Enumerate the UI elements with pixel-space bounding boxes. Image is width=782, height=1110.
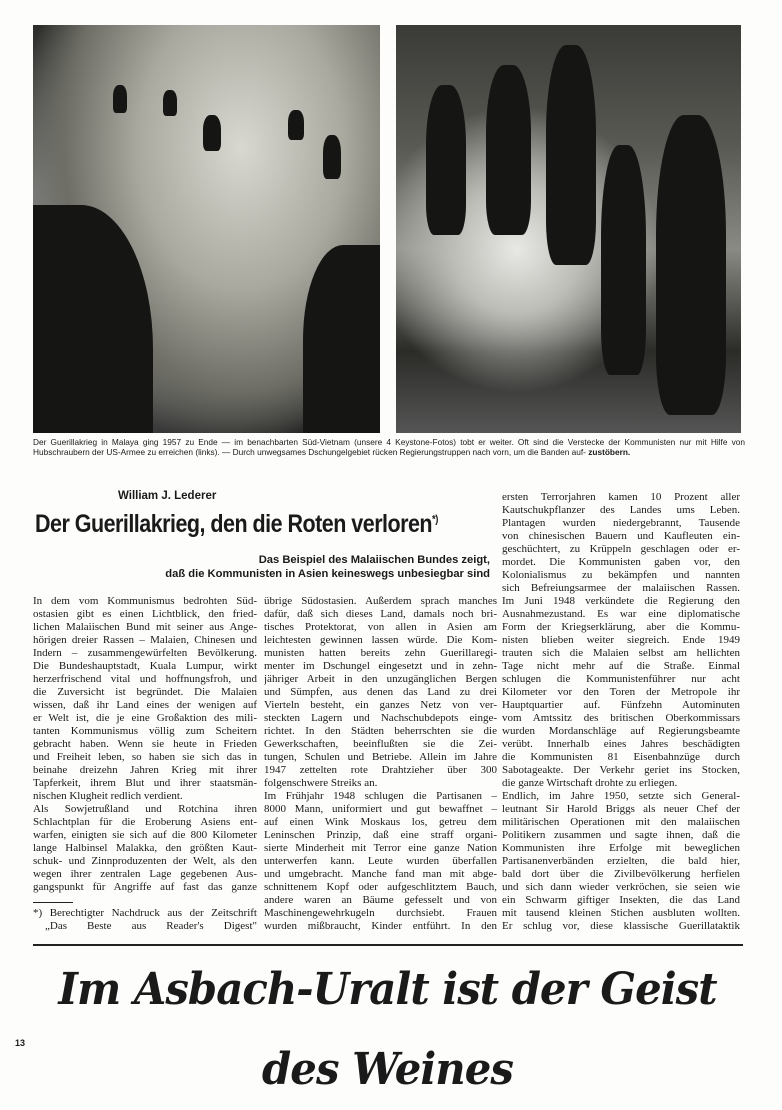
text-line: übrige Südostasien. Außerdem sprach manches	[264, 595, 497, 607]
text-line: von chinesischen Bauern und Kaufleuten ein-	[502, 530, 740, 542]
text-line: munisten hatten bereits zehn Guerillaregi-	[264, 647, 497, 659]
text-line: herzerfrischend vital und hoffnungsfroh, und	[33, 673, 257, 685]
asbach-advertisement: Im Asbach-Uralt ist der Geist des Weines	[58, 964, 717, 1095]
soldier-figure	[426, 85, 466, 235]
text-line: Er schlug vor, diese klassische Guerillataktik	[502, 920, 740, 932]
subtitle-line: Das Beispiel des Malaiischen Bundes zeigt,	[258, 554, 490, 566]
text-line: wurden Mordanschläge auf Regierungsbeamte	[502, 725, 740, 737]
text-line: folgenschwere Streiks an.	[264, 777, 378, 789]
text-line: die Zuversicht ist begründet. Die Malaien	[33, 686, 257, 698]
text-line: gebracht haben. Wenn sie heute in Frieden	[33, 738, 257, 750]
text-line: Ausnahmezustand. Es war eine diplomatische	[502, 608, 740, 620]
photo-jungle-river-troops	[396, 25, 741, 433]
footnote-line: „Das Beste aus Reader's Digest"	[45, 920, 257, 932]
text-line: steckten Lagern und Nachschubdepots einge-	[264, 712, 497, 724]
text-line: mordet. Die Kommunisten gaben vor, den	[502, 556, 740, 568]
text-line: warfen, einigten sie sich auf die 800 Kilometer	[33, 829, 257, 841]
text-column-2	[264, 595, 497, 933]
text-line: sich Befreiungsarmee der malaiischen Rassen.	[502, 582, 740, 594]
text-line: Plantagen wurden niedergebrannt, Tausende	[502, 517, 740, 529]
text-line: andere waren an Bäume gefesselt und von	[264, 894, 497, 906]
text-line: Leninschen Prinzip, daß eine straff organi-	[264, 829, 497, 841]
text-line: und Freiheit leben, so haben sie sich das in	[33, 751, 257, 763]
text-line: Schlachtplan für die Eroberung Asiens ent-	[33, 816, 257, 828]
text-line: Sabotageakte. Der Verkehr geriet ins Stocken,	[502, 764, 740, 776]
text-line: 8000 Mann, uniformiert und gut bewaffnet –	[264, 803, 497, 815]
caption-text: Der Guerillakrieg in Malaya ging 1957 zu Ende — im benachbarten Süd-Vietnam (unsere 4 Keystone-Fotos) tobt er weiter. Oft sind die Verstecke der Kommunisten nur mit Hilfe von Hubschraubern der US-Armee zu erreichen (links). — Durch unwegsames Dschungelgebiet rücken Regierungstruppen nach vorn, um die Banden auf-	[33, 437, 745, 457]
soldier-figure	[203, 115, 221, 151]
article-subtitle	[160, 553, 490, 581]
soldier-figure	[288, 110, 304, 140]
text-line: schlugen die Kommunistenführer nur acht	[502, 673, 740, 685]
ad-divider	[33, 944, 743, 946]
text-line: nisten blieben weiter siegreich. Ende 1949	[502, 634, 740, 646]
article-author: William J. Lederer	[118, 490, 217, 502]
footnote-line: *) Berechtigter Nachdruck aus der Zeitschrift	[33, 907, 257, 919]
text-line: In dem vom Kommunismus bedrohten Süd-	[33, 595, 257, 607]
soldier-figure	[601, 145, 646, 375]
text-line: leichtesten gewinnen lassen würde. Die Kom-	[264, 634, 497, 646]
text-line: 1947 zettelten rote Drahtzieher über 300	[264, 764, 497, 776]
text-line: Vierteln besteht, ein ganzes Netz von ver-	[264, 699, 497, 711]
text-line: auf einen Wink Moskaus los, getreu dem	[264, 816, 497, 828]
text-column-1	[33, 595, 257, 933]
text-line: Kautschukpflanzer des Landes ums Leben.	[502, 504, 740, 516]
text-line: beinahe dreizehn Jahren Krieg mit ihrer	[33, 764, 257, 776]
photo-helicopter-soldiers	[33, 25, 380, 433]
text-line: Tapferkeit, ihrem Blut und ihrer staatsmän-	[33, 777, 257, 789]
text-line: bald dort über die Zivilbevölkerung herfielen	[502, 868, 740, 880]
text-line: Partisanenverbänden erzielten, die bald hier,	[502, 855, 740, 867]
title-text: Der Guerillakrieg, den die Roten verloren	[35, 510, 433, 538]
text-line: und Sümpfen, aus denen das Land zu drei	[264, 686, 497, 698]
text-line: Die Bundeshauptstadt, Kuala Lumpur, wirkt	[33, 660, 257, 672]
helicopter-door-gunner	[33, 205, 153, 433]
text-line: verübt. Innerhalb eines Jahres beschädigten	[502, 738, 740, 750]
text-line: militärischen Operationen mit den malaiischen	[502, 816, 740, 828]
text-line: ersten Terrorjahren kamen 10 Prozent aller	[502, 491, 740, 503]
text-line: unterwerfen kann. Leute wurden überfallen	[264, 855, 497, 867]
text-line: Als Sowjetrußland und Rotchina ihren	[33, 803, 257, 815]
text-line: tisches Protektorat, von allen in Asien am	[264, 621, 497, 633]
text-line: wissen, daß ihr Land eines der wenigen auf	[33, 699, 257, 711]
soldier-figure	[486, 65, 531, 235]
text-line: die ganze Wirtschaft drohte zu erliegen.	[502, 777, 678, 789]
text-line: Endlich, im Jahre 1950, setzte sich General-	[502, 790, 740, 802]
helicopter-frame	[303, 245, 380, 433]
text-line: sierte Minderheit mit Terror eine ganze Nation	[264, 842, 497, 854]
text-line: schnittenem Kopf oder aufgeschlitztem Bauch,	[264, 881, 497, 893]
text-line: schuk- und Zinnproduzenten der Welt, als den	[33, 855, 257, 867]
text-line: er Welt ist, die je eine Großaktion des mili-	[33, 712, 257, 724]
text-line: Hauptquartier auf. Fünfzehn Autominuten	[502, 699, 740, 711]
text-line: Maschinengewehrkugeln durchsiebt. Frauen	[264, 907, 497, 919]
text-line: leutnant Sir Harold Briggs als neuer Chef der	[502, 803, 740, 815]
text-line: hörigen dreier Rassen – Malaien, Chinesen und	[33, 634, 257, 646]
soldier-figure	[113, 85, 127, 113]
photo-caption	[33, 438, 745, 457]
soldier-figure	[323, 135, 341, 179]
footnote-rule	[33, 902, 73, 903]
text-line: wegen ihrer zentralen Lage gegebenen Aus-	[33, 868, 257, 880]
soldier-figure	[546, 45, 596, 265]
text-line: Im Frühjahr 1948 schlugen die Partisanen –	[264, 790, 497, 802]
text-column-3	[502, 491, 740, 933]
text-line: und sich dann wieder verkröchen, sie seien wie	[502, 881, 740, 893]
text-line: jähriger Arbeit in den unzugänglichen Bergen	[264, 673, 497, 685]
text-line: lange Halbinsel Malakka, den größten Kaut-	[33, 842, 257, 854]
text-line: Politikern zusammen und sagte ihnen, daß die	[502, 829, 740, 841]
text-line: Form der Kriegserklärung, aber die Kommu-	[502, 621, 740, 633]
text-line: tungen, Schulen und Betriebe. Allein im Jahre	[264, 751, 497, 763]
text-line: Tage nicht mehr auf die Straße. Einmal	[502, 660, 740, 672]
text-line: Kolonialismus zu bekämpfen und nannten	[502, 569, 740, 581]
text-line: Kommunisten ihre Erfolge mit beweglichen	[502, 842, 740, 854]
text-line: dafür, daß sich dieses Land, damals noch bri-	[264, 608, 497, 620]
text-line: ein Schwarm giftiger Insekten, die das Land	[502, 894, 740, 906]
page-number: 13	[15, 1038, 26, 1048]
footnote	[33, 907, 257, 933]
text-line: und umgebracht. Manche fand man mit abge-	[264, 868, 497, 880]
text-line: die Kommunisten 81 Eisenbahnzüge durch	[502, 751, 740, 763]
text-line: Indern – zusammengewürfelten Bevölkerung.	[33, 647, 257, 659]
text-line: Im Juni 1948 verkündete die Regierung den	[502, 595, 740, 607]
subtitle-line: daß die Kommunisten in Asien keineswegs unbesiegbar sind	[165, 568, 490, 580]
soldier-figure	[163, 90, 177, 116]
text-line: ostasien gibt es einen Lichtblick, den fried-	[33, 608, 257, 620]
text-line: richtet. In den Städten beherrschten sie die	[264, 725, 497, 737]
text-line: gangspunkt für Angriffe auf fast das ganze	[33, 881, 257, 893]
text-line: tanten Kommunismus völlig zum Scheitern	[33, 725, 257, 737]
footnote-mark: *)	[432, 513, 438, 526]
text-line: nischen Klugheit redlich verdient.	[33, 790, 183, 802]
soldier-figure	[656, 115, 726, 415]
text-line: trauten sich die Malaien selbst am hellichten	[502, 647, 740, 659]
text-line: mit tausend kleinen Stichen ausbluten wollten.	[502, 907, 740, 919]
text-line: lichen Malaiischen Bund mit seiner aus Ange-	[33, 621, 257, 633]
text-line: menter im Dschungel eingesetzt und in zehn-	[264, 660, 497, 672]
text-line: Kilometer vor den Toren der Metropole ihr	[502, 686, 740, 698]
text-line: Gewerkschaften, beeinflußten sie die Zei-	[264, 738, 497, 750]
text-line: wurden mißbraucht, Kinder entführt. In den	[264, 920, 497, 932]
article-title	[35, 510, 438, 539]
caption-end: zustöbern.	[588, 446, 631, 457]
text-line: vom Amtssitz des britischen Oberkommissars	[502, 712, 740, 724]
text-line: geschüchtert, zu Krüppeln geschlagen oder er-	[502, 543, 740, 555]
